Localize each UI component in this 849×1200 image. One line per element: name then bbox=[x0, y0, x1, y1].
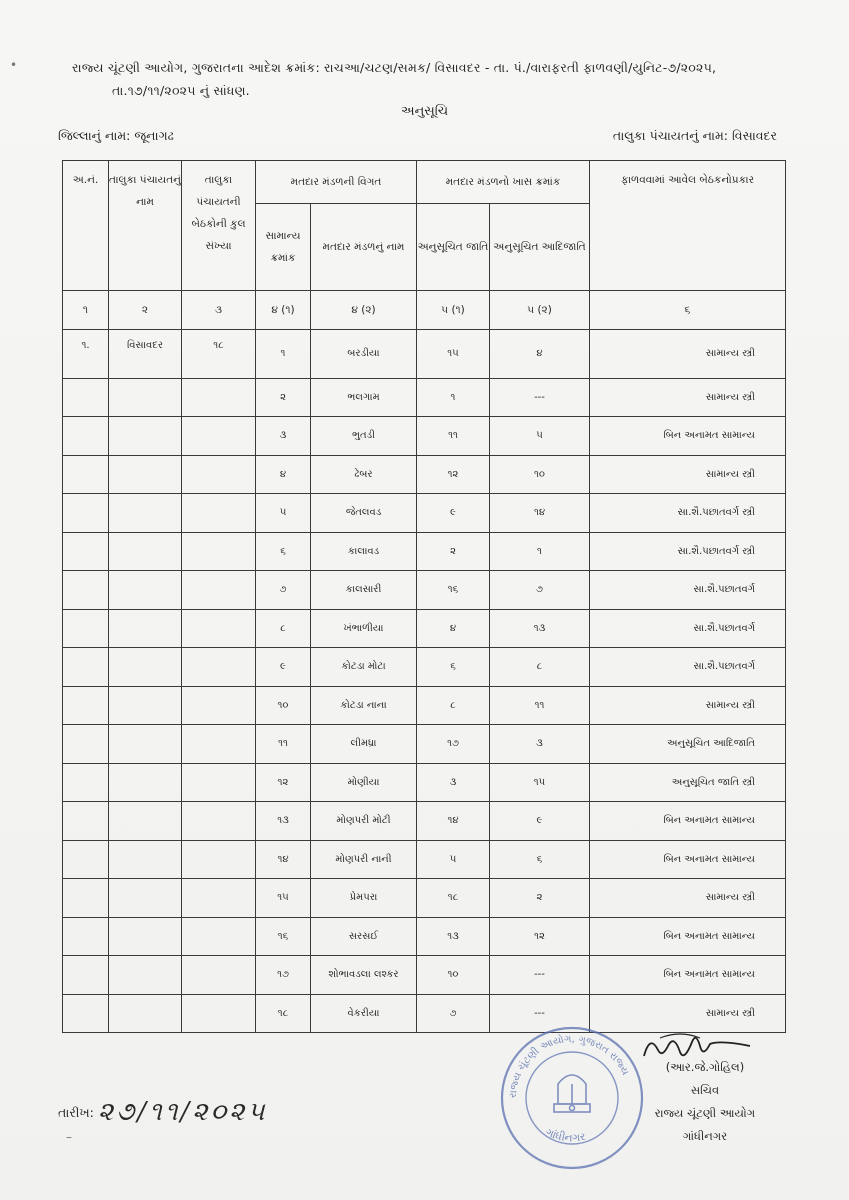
cell-taluka bbox=[109, 879, 182, 918]
column-number: ૩ bbox=[182, 291, 256, 330]
cell-constituency-name: ભલગામ bbox=[311, 378, 417, 417]
cell-st-number: ૨ bbox=[490, 879, 590, 918]
cell-st-number: --- bbox=[490, 994, 590, 1033]
cell-taluka bbox=[109, 686, 182, 725]
table-row bbox=[63, 917, 786, 956]
cell-seat-type: સા.શૈ.પછાતવર્ગ સ્ત્રી bbox=[590, 532, 786, 571]
cell-seat-type: સામાન્ય સ્ત્રી bbox=[590, 686, 786, 725]
cell-sc-number: ૧૩ bbox=[417, 917, 490, 956]
column-number: ૬ bbox=[590, 291, 786, 330]
cell-general-number: ૫ bbox=[256, 494, 311, 533]
cell-serial bbox=[63, 609, 109, 648]
cell-serial bbox=[63, 840, 109, 879]
cell-constituency-name: મોણપરી નાની bbox=[311, 840, 417, 879]
column-number: ૨ bbox=[109, 291, 182, 330]
cell-general-number: ૨ bbox=[256, 378, 311, 417]
cell-total-seats bbox=[182, 994, 256, 1033]
seal-top-text: રાજ્ય ચૂંટણી આયોગ, ગુજરાત રાજ્ય bbox=[507, 1033, 631, 1099]
cell-total-seats bbox=[182, 494, 256, 533]
cell-st-number: ૧૨ bbox=[490, 917, 590, 956]
cell-taluka bbox=[109, 571, 182, 610]
cell-seat-type: સામાન્ય સ્ત્રી bbox=[590, 378, 786, 417]
table-body bbox=[63, 330, 786, 1033]
cell-seat-type: બિન અનામત સામાન્ય bbox=[590, 417, 786, 456]
column-number: ૧ bbox=[63, 291, 109, 330]
cell-seat-type: સામાન્ય સ્ત્રી bbox=[590, 994, 786, 1033]
cell-constituency-name: લીમધ્રા bbox=[311, 725, 417, 764]
cell-general-number: ૧૫ bbox=[256, 879, 311, 918]
cell-taluka: વિસાવદર bbox=[109, 330, 182, 379]
cell-general-number: ૮ bbox=[256, 609, 311, 648]
cell-st-number: ૧૧ bbox=[490, 686, 590, 725]
cell-sc-number: ૧૬ bbox=[417, 571, 490, 610]
cell-general-number: ૯ bbox=[256, 648, 311, 687]
column-number-row bbox=[63, 291, 786, 330]
cell-sc-number: ૧૮ bbox=[417, 879, 490, 918]
cell-st-number: ૮ bbox=[490, 648, 590, 687]
cell-constituency-name: સરસઈ bbox=[311, 917, 417, 956]
date-block bbox=[58, 1094, 267, 1125]
cell-constituency-name: કોટડા નાના bbox=[311, 686, 417, 725]
cell-st-number: ૪ bbox=[490, 330, 590, 379]
signatory-block bbox=[630, 1056, 780, 1148]
header-constituency-name: મતદાર મંડળનું નામ bbox=[311, 204, 417, 291]
order-reference bbox=[72, 56, 792, 102]
cell-st-number: ૧ bbox=[490, 532, 590, 571]
table-row bbox=[63, 330, 786, 379]
cell-st-number: ૩ bbox=[490, 725, 590, 764]
cell-st-number: ૬ bbox=[490, 840, 590, 879]
cell-general-number: ૧૮ bbox=[256, 994, 311, 1033]
cell-total-seats bbox=[182, 686, 256, 725]
cell-serial bbox=[63, 417, 109, 456]
cell-st-number: ૫ bbox=[490, 417, 590, 456]
cell-serial bbox=[63, 494, 109, 533]
cell-total-seats bbox=[182, 956, 256, 995]
cell-total-seats bbox=[182, 648, 256, 687]
cell-total-seats: ૧૮ bbox=[182, 330, 256, 379]
cell-total-seats bbox=[182, 917, 256, 956]
cell-taluka bbox=[109, 648, 182, 687]
cell-general-number: ૧૨ bbox=[256, 763, 311, 802]
cell-sc-number: ૧૨ bbox=[417, 455, 490, 494]
cell-st-number: ૧૩ bbox=[490, 609, 590, 648]
table-row bbox=[63, 725, 786, 764]
cell-sc-number: ૮ bbox=[417, 686, 490, 725]
header-serial: અ.નં. bbox=[63, 161, 109, 291]
scan-mark: • bbox=[10, 58, 18, 72]
cell-general-number: ૧૩ bbox=[256, 802, 311, 841]
cell-seat-type: સા.શૈ.પછાતવર્ગ સ્ત્રી bbox=[590, 494, 786, 533]
cell-sc-number: ૭ bbox=[417, 994, 490, 1033]
cell-serial bbox=[63, 725, 109, 764]
cell-sc-number: ૧૧ bbox=[417, 417, 490, 456]
cell-general-number: ૧૪ bbox=[256, 840, 311, 879]
cell-general-number: ૪ bbox=[256, 455, 311, 494]
cell-taluka bbox=[109, 840, 182, 879]
cell-seat-type: સા.શૈ.પછાતવર્ગ bbox=[590, 571, 786, 610]
cell-serial bbox=[63, 571, 109, 610]
cell-taluka bbox=[109, 378, 182, 417]
cell-seat-type: અનુસૂચિત જાતિ સ્ત્રી bbox=[590, 763, 786, 802]
svg-text:ગાંધીનગર bbox=[543, 1125, 586, 1144]
cell-general-number: ૬ bbox=[256, 532, 311, 571]
cell-constituency-name: કાલસારી bbox=[311, 571, 417, 610]
cell-taluka bbox=[109, 725, 182, 764]
cell-constituency-name: ઢેબર bbox=[311, 455, 417, 494]
cell-sc-number: ૨ bbox=[417, 532, 490, 571]
seat-allocation-table bbox=[62, 160, 786, 1033]
cell-serial bbox=[63, 956, 109, 995]
order-reference-line1: રાજ્ય ચૂંટણી આયોગ, ગુજરાતના આદેશ ક્રમાંક: રાચઆ/ચટણ/સમક/ વિસાવદર - તા. પં./વારાફરતી ફાળવણી/યુનિટ-૭/૨૦૨૫, bbox=[72, 60, 717, 75]
column-number: ૪ (૧) bbox=[256, 291, 311, 330]
cell-general-number: ૧૦ bbox=[256, 686, 311, 725]
table-row bbox=[63, 956, 786, 995]
table-row bbox=[63, 763, 786, 802]
cell-constituency-name: જેતલવડ bbox=[311, 494, 417, 533]
cell-taluka bbox=[109, 763, 182, 802]
signatory-name: (આર.જે.ગોહિલ) bbox=[665, 1060, 745, 1074]
order-reference-line2: તા.૧૭/૧૧/૨૦૨૫ નું સાંધણ. bbox=[112, 83, 250, 98]
cell-seat-type: અનુસૂચિત આદિજાતિ bbox=[590, 725, 786, 764]
cell-sc-number: ૧૭ bbox=[417, 725, 490, 764]
cell-constituency-name: શોભાવડલા લશ્કર bbox=[311, 956, 417, 995]
cell-seat-type: સામાન્ય સ્ત્રી bbox=[590, 330, 786, 379]
cell-total-seats bbox=[182, 840, 256, 879]
header-sc: અનુસૂચિત જાતિ bbox=[417, 204, 490, 291]
cell-total-seats bbox=[182, 532, 256, 571]
cell-st-number: --- bbox=[490, 378, 590, 417]
cell-constituency-name: મોણીયા bbox=[311, 763, 417, 802]
cell-total-seats bbox=[182, 725, 256, 764]
column-number: ૫ (૧) bbox=[417, 291, 490, 330]
cell-taluka bbox=[109, 494, 182, 533]
cell-serial bbox=[63, 378, 109, 417]
table-row bbox=[63, 802, 786, 841]
header-constituency-details: મતદાર મંડળની વિગત bbox=[256, 161, 417, 204]
cell-constituency-name: પ્રેમપરા bbox=[311, 879, 417, 918]
cell-st-number: ૯ bbox=[490, 802, 590, 841]
cell-total-seats bbox=[182, 763, 256, 802]
cell-sc-number: ૩ bbox=[417, 763, 490, 802]
cell-general-number: ૩ bbox=[256, 417, 311, 456]
cell-constituency-name: બરડીયા bbox=[311, 330, 417, 379]
cell-sc-number: ૧૪ bbox=[417, 802, 490, 841]
cell-taluka bbox=[109, 802, 182, 841]
signatory-place: ગાંધીનગર bbox=[682, 1129, 728, 1143]
cell-st-number: ૧૦ bbox=[490, 455, 590, 494]
scan-mark: – bbox=[66, 1130, 72, 1144]
cell-serial bbox=[63, 802, 109, 841]
date-label: તારીખ: bbox=[58, 1105, 94, 1120]
date-value: ૨૭/૧૧/૨૦૨૫ bbox=[97, 1097, 268, 1127]
cell-sc-number: ૯ bbox=[417, 494, 490, 533]
signatory-office: રાજ્ય ચૂંટણી આયોગ bbox=[654, 1106, 756, 1120]
official-seal bbox=[498, 1024, 646, 1172]
cell-st-number: ૧૪ bbox=[490, 494, 590, 533]
cell-total-seats bbox=[182, 571, 256, 610]
cell-constituency-name: ખંભાળીયા bbox=[311, 609, 417, 648]
cell-seat-type: બિન અનામત સામાન્ય bbox=[590, 956, 786, 995]
cell-total-seats bbox=[182, 378, 256, 417]
column-number: ૪ (૨) bbox=[311, 291, 417, 330]
table-row bbox=[63, 532, 786, 571]
cell-taluka bbox=[109, 956, 182, 995]
header-st: અનુસૂચિત આદિજાતિ bbox=[490, 204, 590, 291]
cell-serial bbox=[63, 879, 109, 918]
cell-general-number: ૭ bbox=[256, 571, 311, 610]
column-number: ૫ (૨) bbox=[490, 291, 590, 330]
cell-sc-number: ૫ bbox=[417, 840, 490, 879]
cell-constituency-name: કોટડા મોટા bbox=[311, 648, 417, 687]
cell-serial bbox=[63, 994, 109, 1033]
cell-sc-number: ૪ bbox=[417, 609, 490, 648]
cell-constituency-name: વેકરીયા bbox=[311, 994, 417, 1033]
cell-general-number: ૧૭ bbox=[256, 956, 311, 995]
table-row bbox=[63, 455, 786, 494]
cell-seat-type: બિન અનામત સામાન્ય bbox=[590, 840, 786, 879]
taluka-name: તાલુકા પંચાયતનું નામ: વિસાવદર bbox=[612, 128, 777, 143]
cell-general-number: ૧૬ bbox=[256, 917, 311, 956]
cell-seat-type: બિન અનામત સામાન્ય bbox=[590, 802, 786, 841]
cell-sc-number: ૧૦ bbox=[417, 956, 490, 995]
table-row bbox=[63, 417, 786, 456]
cell-serial bbox=[63, 763, 109, 802]
signatory-designation: સચિવ bbox=[690, 1083, 720, 1097]
cell-taluka bbox=[109, 532, 182, 571]
table-row bbox=[63, 378, 786, 417]
cell-taluka bbox=[109, 994, 182, 1033]
cell-taluka bbox=[109, 455, 182, 494]
table-row bbox=[63, 840, 786, 879]
cell-total-seats bbox=[182, 879, 256, 918]
cell-seat-type: સા.શૈ.પછાતવર્ગ bbox=[590, 648, 786, 687]
cell-constituency-name: મોણપરી મોટી bbox=[311, 802, 417, 841]
district-name: જિલ્લાનું નામ: જૂનાગઢ bbox=[58, 128, 174, 143]
cell-constituency-name: ભુતડી bbox=[311, 417, 417, 456]
cell-sc-number: ૧ bbox=[417, 378, 490, 417]
cell-st-number: --- bbox=[490, 956, 590, 995]
cell-seat-type: બિન અનામત સામાન્ય bbox=[590, 917, 786, 956]
cell-taluka bbox=[109, 417, 182, 456]
header-general-number: સામાન્ય ક્રમાંક bbox=[256, 204, 311, 291]
cell-seat-type: સામાન્ય સ્ત્રી bbox=[590, 455, 786, 494]
header-taluka-name: તાલુકા પંચાયતનું નામ bbox=[109, 161, 182, 291]
page-title: અનુસૂચિ bbox=[400, 104, 449, 119]
table-row bbox=[63, 686, 786, 725]
cell-seat-type: સા.શૈ.પછાતવર્ગ bbox=[590, 609, 786, 648]
table-row bbox=[63, 571, 786, 610]
cell-general-number: ૧૧ bbox=[256, 725, 311, 764]
cell-seat-type: સામાન્ય સ્ત્રી bbox=[590, 879, 786, 918]
table-row bbox=[63, 648, 786, 687]
header-total-seats: તાલુકા પંચાયતની બેઠકોની કુલ સંખ્યા bbox=[182, 161, 256, 291]
national-emblem-icon bbox=[554, 1075, 590, 1112]
cell-serial bbox=[63, 917, 109, 956]
cell-st-number: ૧૫ bbox=[490, 763, 590, 802]
table-row bbox=[63, 609, 786, 648]
header-special-number: મતદાર મંડળનો ખાસ ક્રમાંક bbox=[417, 161, 590, 204]
cell-general-number: ૧ bbox=[256, 330, 311, 379]
cell-total-seats bbox=[182, 455, 256, 494]
table-row bbox=[63, 879, 786, 918]
cell-taluka bbox=[109, 609, 182, 648]
cell-constituency-name: કાલાવડ bbox=[311, 532, 417, 571]
cell-serial: ૧. bbox=[63, 330, 109, 379]
cell-total-seats bbox=[182, 609, 256, 648]
cell-sc-number: ૬ bbox=[417, 648, 490, 687]
cell-sc-number: ૧૫ bbox=[417, 330, 490, 379]
cell-taluka bbox=[109, 917, 182, 956]
cell-serial bbox=[63, 648, 109, 687]
cell-st-number: ૭ bbox=[490, 571, 590, 610]
cell-serial bbox=[63, 455, 109, 494]
header-seat-type: ફાળવવામાં આવેલ બેઠકનોપ્રકાર bbox=[590, 161, 786, 291]
cell-serial bbox=[63, 532, 109, 571]
cell-total-seats bbox=[182, 802, 256, 841]
cell-serial bbox=[63, 686, 109, 725]
cell-total-seats bbox=[182, 417, 256, 456]
table-row bbox=[63, 494, 786, 533]
seal-bottom-text: ગાંધીનગર bbox=[543, 1125, 587, 1145]
